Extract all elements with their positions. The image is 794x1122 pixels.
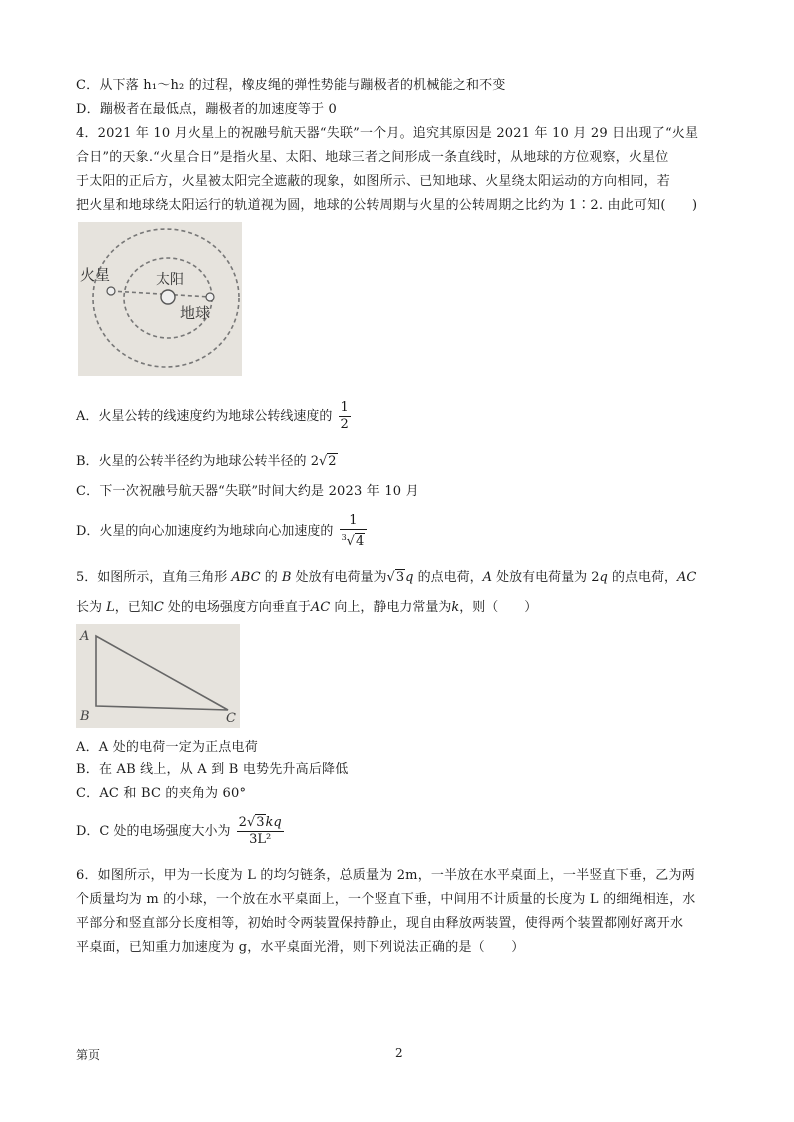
q5-option-a: A．A 处的电荷一定为正点电荷 xyxy=(76,740,258,755)
radicand: 3 xyxy=(395,570,405,585)
q4-option-b-coef: 2 xyxy=(310,454,319,469)
fraction-denominator: 3L² xyxy=(249,832,272,847)
sqrt-three: √3 xyxy=(386,570,405,585)
fraction-field-strength xyxy=(237,815,284,848)
q6-line-4: 平桌面，已知重力加速度为 g，水平桌面光滑，则下列说法正确的是（ ） xyxy=(76,940,525,955)
fraction-denominator: $^3$√4 xyxy=(341,532,365,550)
orbit-diagram xyxy=(78,222,242,376)
q5-var: B xyxy=(281,570,292,585)
vertex-b-label: B xyxy=(80,709,90,724)
q5-option-c: C．AC 和 BC 的夹角为 60° xyxy=(76,786,247,801)
q6-line-1: 6．如图所示，甲为一长度为 L 的均匀链条，总质量为 2m，一半放在水平桌面上，一半竖直下垂，乙为两 xyxy=(76,868,695,883)
q5-var: ABC xyxy=(231,570,261,585)
radicand: 2 xyxy=(328,454,337,469)
q5-text: 处放有电荷量为 2 xyxy=(491,570,600,585)
q4-option-c: C．下一次祝融号航天器“失联”时间大约是 2023 年 10 月 xyxy=(76,484,419,499)
page-number: 2 xyxy=(395,1046,403,1060)
mars-dot xyxy=(107,287,115,295)
q5-text: 处放有电荷量为 xyxy=(291,570,387,585)
q4-line-2: 合日”的天象.“火星合日”是指火星、太阳、地球三者之间形成一条直线时，从地球的方位观察，火星位 xyxy=(76,150,669,165)
fraction-denominator: 2 xyxy=(340,417,349,432)
triangle-abc xyxy=(96,636,228,710)
triangle-figure xyxy=(76,624,240,728)
vertex-c-label: C xyxy=(226,711,236,726)
q4-line-1: 4．2021 年 10 月火星上的祝融号航天器“失联”一个月。追究其原因是 2021 年 10 月 29 日出现了“火星 xyxy=(76,126,699,141)
q5-option-d-text: D．C 处的电场强度大小为 xyxy=(76,824,231,839)
q5-text: 处的电场强度方向垂直于 xyxy=(163,600,311,615)
q4-option-b-text: B．火星的公转半径约为地球公转半径的 xyxy=(76,454,307,469)
q5-text: 的点电荷， xyxy=(413,570,483,585)
root-index: 3 xyxy=(341,532,347,542)
q6-line-2: 个质量均为 m 的小球，一个放在水平桌面上，一个竖直下垂，中间用不计质量的长度为 L 的细绳相连，水 xyxy=(76,892,696,907)
q4-option-b xyxy=(76,452,338,472)
option-c-prev: C．从下落 h₁～h₂ 的过程，橡皮绳的弹性势能与蹦极者的机械能之和不变 xyxy=(76,78,506,93)
fraction-numerator: 2√3kq xyxy=(238,815,282,830)
earth-label: 地球 xyxy=(180,304,211,322)
fraction-numerator: 1 xyxy=(340,400,349,415)
sqrt-two: √2 xyxy=(318,454,337,469)
q5-var: AC xyxy=(310,600,331,615)
q6-line-3: 平部分和竖直部分长度相等，初始时令两装置保持静止，现自由释放两装置，使得两个装置都刚好离开水 xyxy=(76,916,684,931)
fraction-half xyxy=(339,400,351,433)
option-d-prev: D．蹦极者在最低点，蹦极者的加速度等于 0 xyxy=(76,102,338,117)
fraction-numerator: 1 xyxy=(340,513,368,530)
q5-var: L xyxy=(106,600,115,615)
q5-line-1 xyxy=(76,568,696,588)
q5-var: k xyxy=(451,600,460,615)
earth-dot xyxy=(206,293,214,301)
q5-text: 向上，静电力常量为 xyxy=(330,600,452,615)
orbit-figure xyxy=(78,222,242,376)
q4-line-4: 把火星和地球绕太阳运行的轨道视为圆，地球的公转周期与火星的公转周期之比约为 1∶2. 由此可知( ) xyxy=(76,198,698,213)
q5-var: q xyxy=(405,570,414,585)
mars-label: 火星 xyxy=(80,266,111,284)
q5-text: 5．如图所示，直角三角形 xyxy=(76,570,228,585)
q5-var: AC xyxy=(676,570,697,585)
q4-option-d-text: D．火星的向心加速度约为地球向心加速度的 xyxy=(76,524,334,539)
q5-option-d xyxy=(76,810,286,854)
triangle-diagram xyxy=(76,624,240,728)
q5-text: 长为 xyxy=(76,600,103,615)
sun-label: 太阳 xyxy=(156,272,184,288)
q4-option-a xyxy=(76,398,353,436)
q4-line-3: 于太阳的正后方，火星被太阳完全遮蔽的现象，如图所示、已知地球、火星绕太阳运动的方向相同，若 xyxy=(76,174,671,189)
q4-option-a-text: A．火星公转的线速度约为地球公转线速度的 xyxy=(76,409,333,424)
fraction-cube-root xyxy=(340,513,368,550)
q5-var: q xyxy=(599,570,608,585)
footer-label: 第页 xyxy=(76,1048,101,1062)
q5-line-2 xyxy=(76,598,537,618)
coef: 2 xyxy=(238,815,247,830)
vertex-a-label: A xyxy=(80,629,90,644)
q5-var: C xyxy=(153,600,164,615)
q5-var: A xyxy=(482,570,492,585)
radicand: 3 xyxy=(256,815,265,830)
q4-option-d xyxy=(76,512,369,552)
radicand: 4 xyxy=(355,534,365,550)
q5-option-b: B．在 AB 线上，从 A 到 B 电势先升高后降低 xyxy=(76,762,349,777)
q5-text: 的 xyxy=(260,570,282,585)
kq: kq xyxy=(265,815,282,830)
q5-text: 的点电荷， xyxy=(607,570,677,585)
sun-dot xyxy=(161,290,175,304)
q5-text: ，则（ ） xyxy=(459,600,538,615)
q5-text: ，已知 xyxy=(114,600,154,615)
